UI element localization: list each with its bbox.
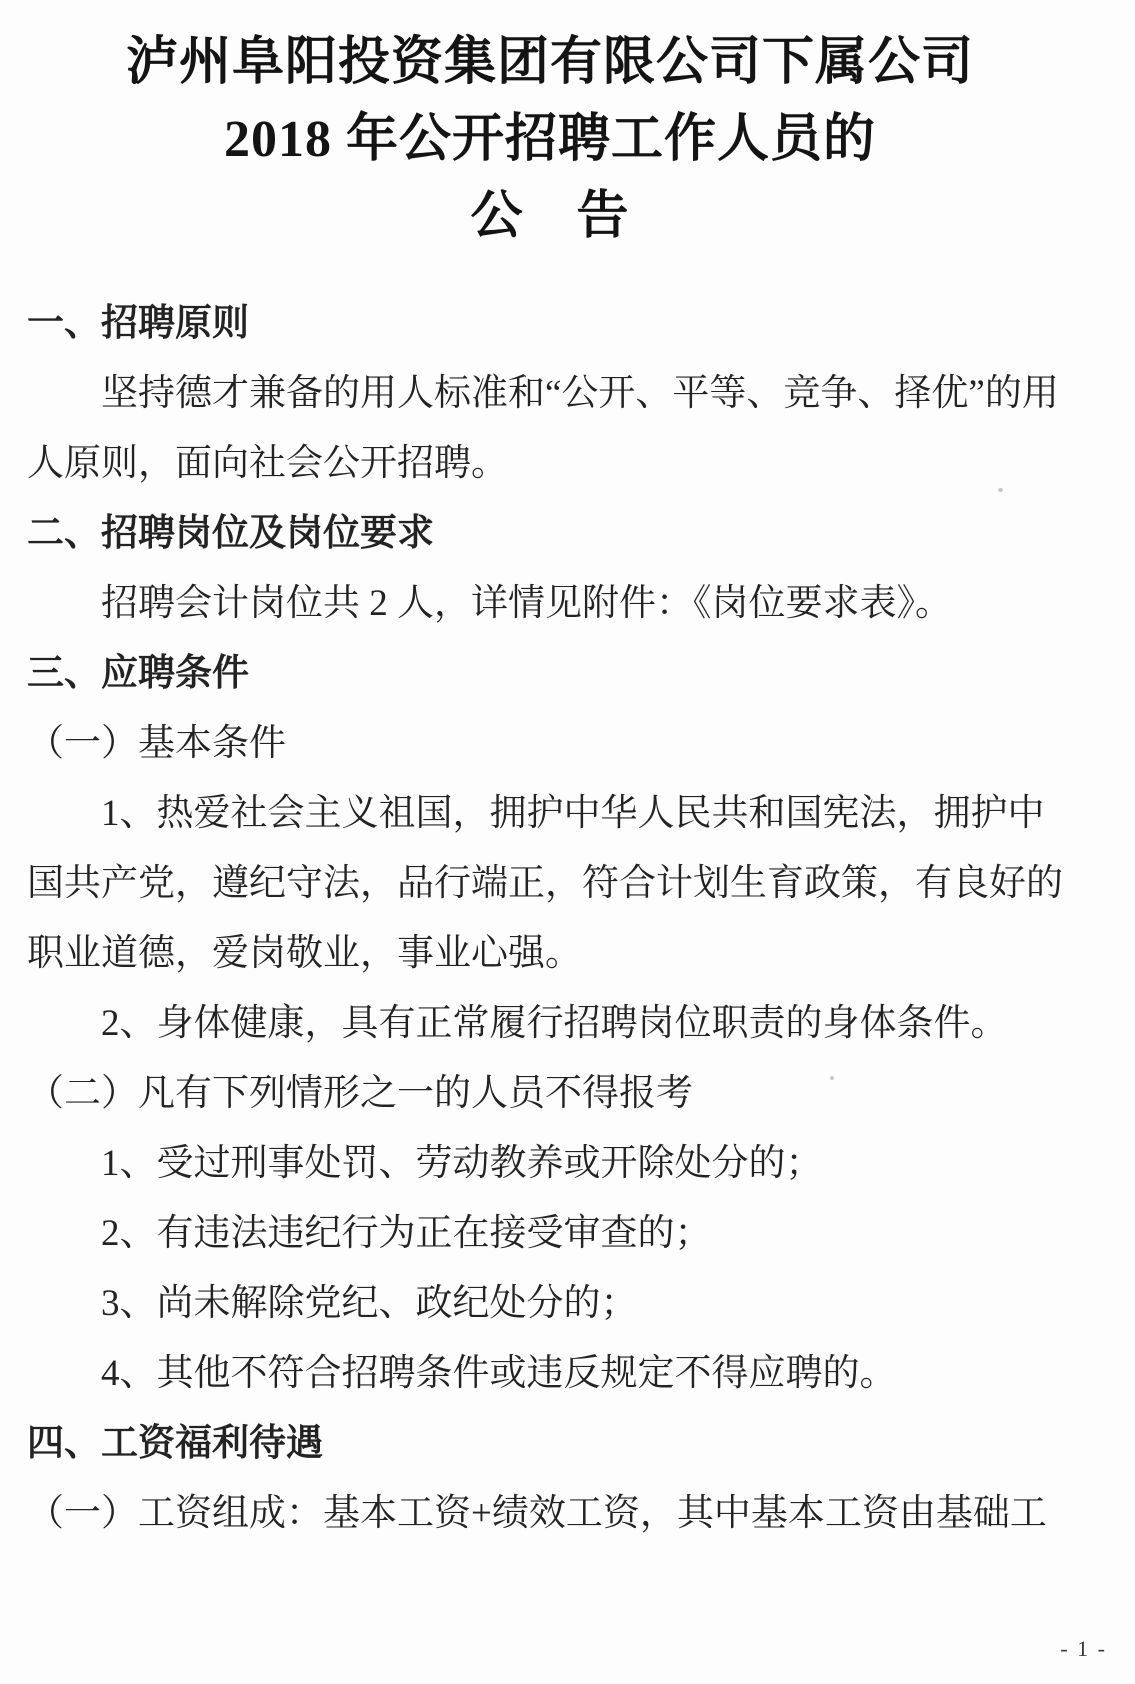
doc-title-line-2: 2018 年公开招聘工作人员的 bbox=[223, 111, 876, 168]
section-4-heading: 四、工资福利待遇 bbox=[27, 1423, 323, 1464]
section-3-basic-item-2: 2、身体健康，具有正常履行招聘岗位职责的身体条件。 bbox=[101, 1003, 1008, 1044]
section-2-paragraph: 招聘会计岗位共 2 人，详情见附件：《岗位要求表》。 bbox=[101, 583, 952, 624]
section-3-heading: 三、应聘条件 bbox=[27, 653, 249, 694]
section-3-basic-item-1: 1、热爱社会主义祖国，拥护中华人民共和国宪法，拥护中国共产党，遵纪守法，品行端正，符合计划生育政策，有良好的职业道德，爱岗敬业，事业心强。 bbox=[27, 793, 1063, 974]
section-3-disqualify-item-4: 4、其他不符合招聘条件或违反规定不得应聘的。 bbox=[101, 1353, 897, 1394]
doc-title-line-1: 泸州阜阳投资集团有限公司下属公司 bbox=[125, 34, 974, 91]
scan-artifact-speck bbox=[998, 488, 1003, 492]
section-3-disqualify-item-3: 3、尚未解除党纪、政纪处分的； bbox=[101, 1283, 638, 1324]
section-1-paragraph: 坚持德才兼备的用人标准和“公开、平等、竞争、择优”的用人原则，面向社会公开招聘。 bbox=[27, 373, 1059, 484]
section-3-disqualify-item-2: 2、有违法违纪行为正在接受审查的； bbox=[101, 1213, 712, 1254]
document-title-block bbox=[27, 22, 1073, 255]
scan-artifact-speck bbox=[830, 1076, 834, 1080]
section-1-heading: 一、招聘原则 bbox=[27, 303, 249, 344]
document-body bbox=[27, 289, 1073, 1549]
section-3-subheading-1: （一）基本条件 bbox=[27, 723, 286, 764]
section-3-subheading-2: （二）凡有下列情形之一的人员不得报考 bbox=[27, 1073, 693, 1114]
section-2-heading: 二、招聘岗位及岗位要求 bbox=[27, 513, 434, 554]
section-3-disqualify-item-1: 1、受过刑事处罚、劳动教养或开除处分的； bbox=[101, 1143, 823, 1184]
doc-title-line-3: 公 告 bbox=[470, 188, 630, 245]
page-number: - 1 - bbox=[1060, 1636, 1107, 1661]
section-4-subheading-1: （一）工资组成：基本工资+绩效工资，其中基本工资由基础工 bbox=[27, 1493, 1047, 1534]
